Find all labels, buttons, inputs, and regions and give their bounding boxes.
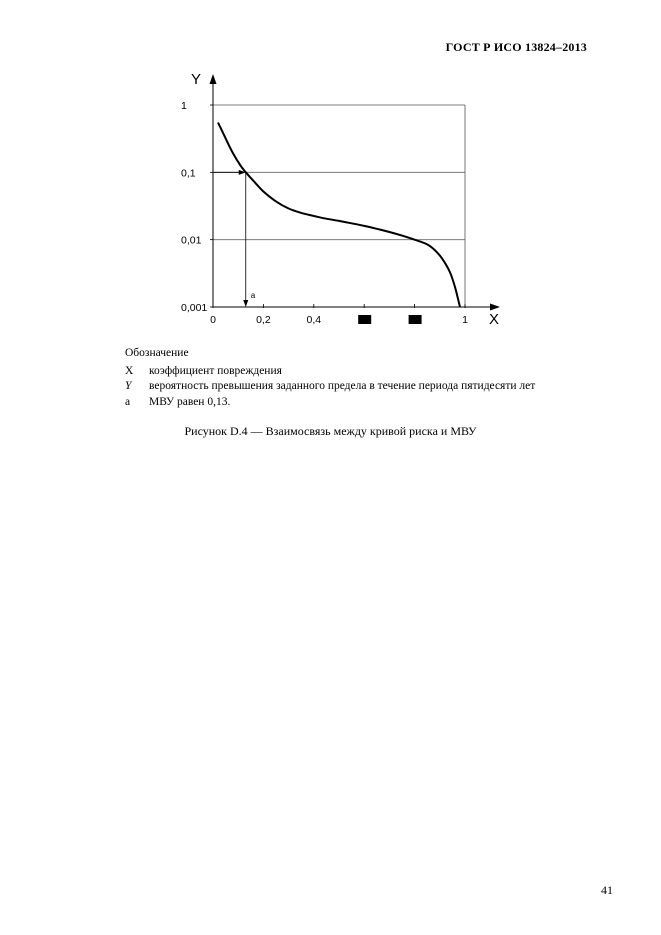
legend-symbol: Y [125,380,132,392]
legend-text: вероятность превышения заданного предела в течение периода пятидесяти лет [149,380,536,392]
page-number: 41 [601,883,613,897]
x-tick-label: 0,2 [256,314,271,326]
legend-text: коэффициент повреждения [149,364,282,377]
legend-item-a [125,395,535,411]
y-axis-label: Y [190,71,202,88]
legend-symbol: a [125,395,131,408]
x-tick-label: 0 [210,314,216,326]
legend-item-y [125,379,535,395]
document-header: ГОСТ Р ИСО 13824–2013 [445,40,587,54]
legend-title: Обозначение [125,347,189,359]
risk-curve-chart [0,0,661,340]
y-tick-label: 0,01 [181,234,202,247]
legend-text: МВУ равен 0,13. [149,395,231,408]
redacted-tick-label [409,315,422,324]
risk-curve [218,123,460,308]
y-axis-arrow [210,74,217,84]
legend-symbol: X [125,364,134,377]
legend [125,346,535,410]
mvu-annotation-label: a [250,291,256,300]
y-tick-label: 0,001 [181,302,208,314]
x-tick-label: 1 [462,314,468,326]
y-tick-label: 0,1 [181,167,196,180]
figure-caption: Рисунок D.4 — Взаимосвязь между кривой риска и МВУ [184,424,477,438]
mvu-vertical-arrow [243,300,248,307]
y-tick-label: 1 [181,100,187,112]
redacted-tick-label [358,315,371,324]
x-axis-arrow [490,304,500,311]
x-tick-label: 0,4 [306,314,322,326]
legend-item-x [125,364,535,380]
x-axis-label: X [488,311,500,328]
